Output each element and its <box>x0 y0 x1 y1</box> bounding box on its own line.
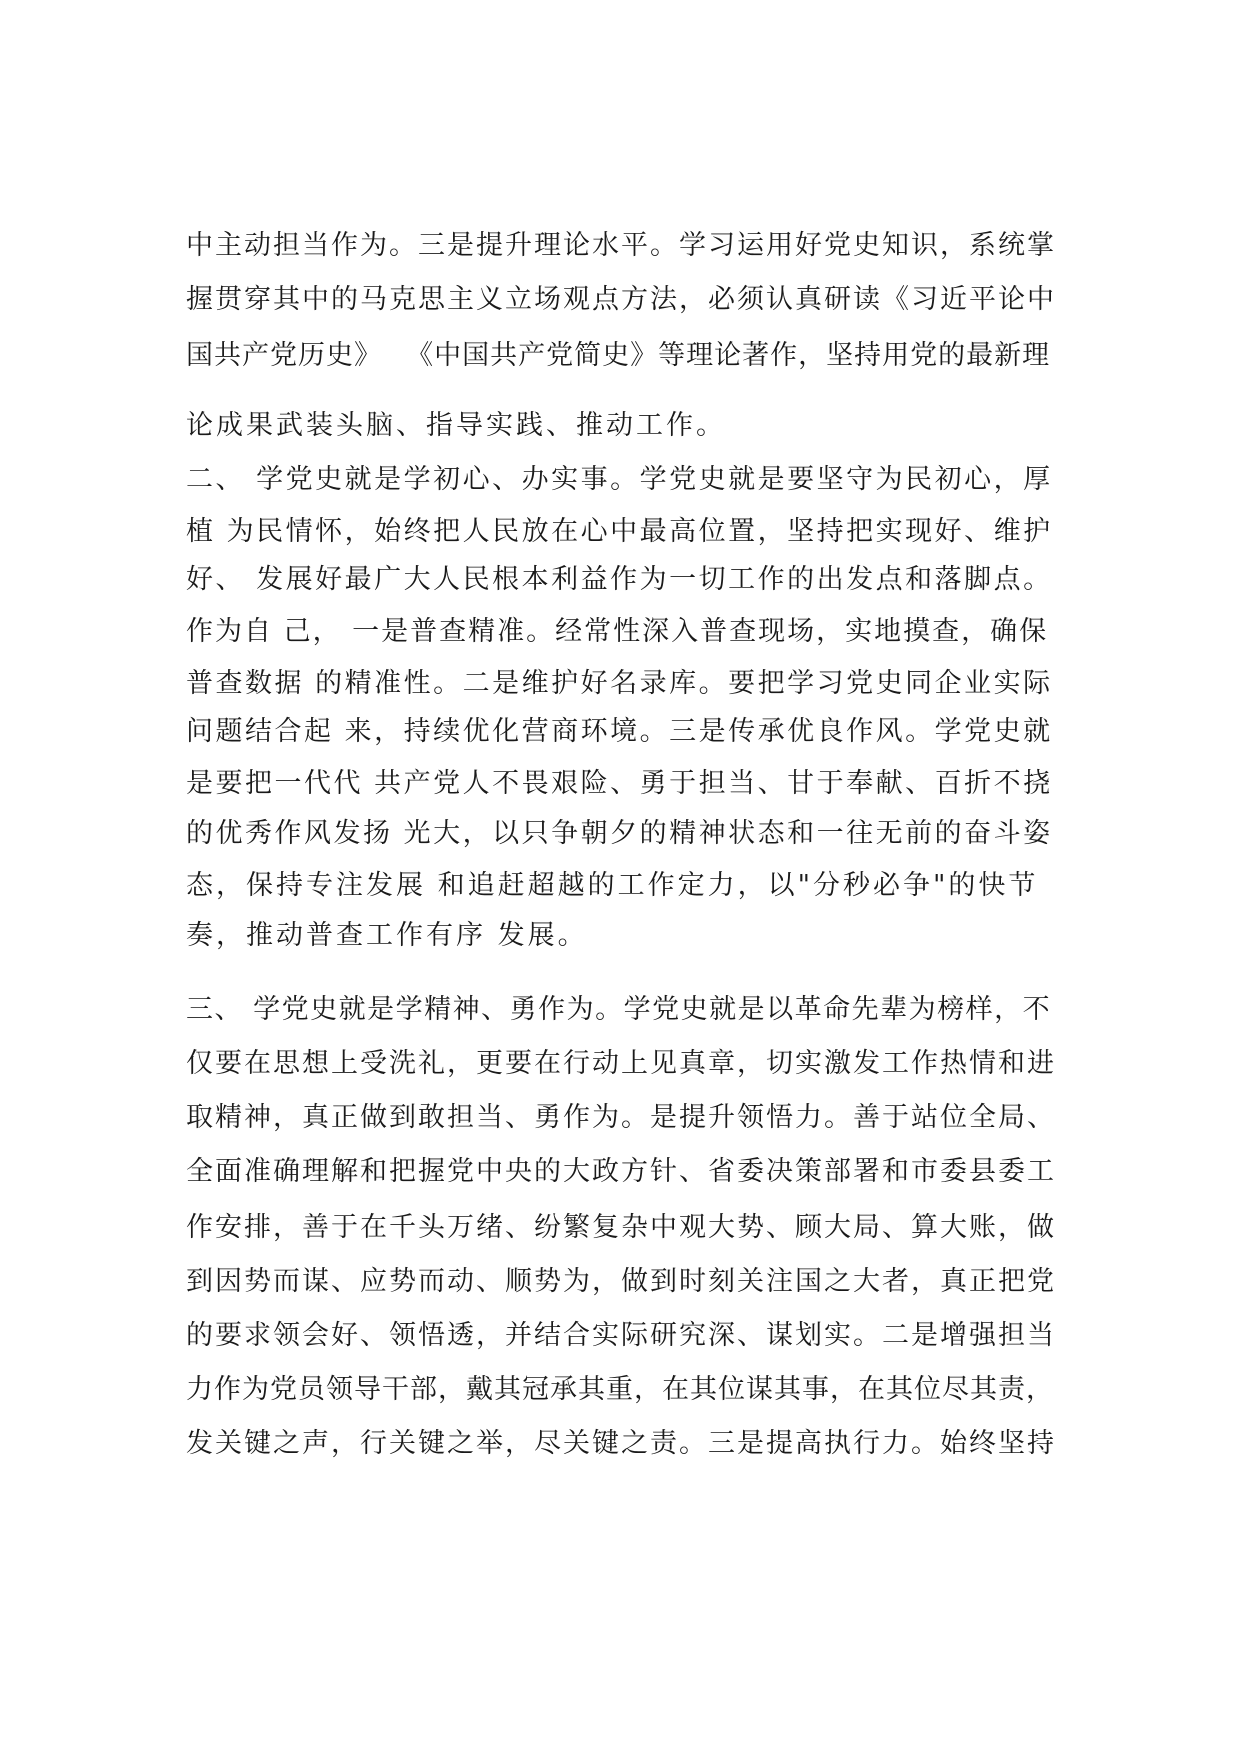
text-line-19: 作安排，善于在千头万绪、纷繁复杂中观大势、顾大局、算大账，做 <box>186 1212 1056 1243</box>
text-line-20: 到因势而谋、应势而动、顺势为，做到时刻关注国之大者，真正把党 <box>186 1266 1056 1297</box>
text-line-1: 中主动担当作为。三是提升理论水平。学习运用好党史知识，系统掌 <box>186 230 1056 261</box>
text-line-4: 论成果武装头脑、指导实践、推动工作。 <box>186 410 726 441</box>
text-line-11: 是要把一代代 共产党人不畏艰险、勇于担当、甘于奉献、百折不挠 <box>186 768 1053 799</box>
text-line-9: 普查数据 的精准性。二是维护好名录库。要把学习党史同企业实际 <box>186 668 1053 699</box>
text-line-18: 全面准确理解和把握党中央的大政方针、省委决策部署和市委县委工 <box>186 1156 1056 1187</box>
text-line-8: 作为自 己， 一是普查精准。经常性深入普查现场，实地摸查，确保 <box>186 616 1049 647</box>
text-line-10: 问题结合起 来，持续优化营商环境。三是传承优良作风。学党史就 <box>186 716 1053 747</box>
text-line-14: 奏，推动普查工作有序 发展。 <box>186 920 588 951</box>
text-line-17: 取精神，真正做到敢担当、勇作为。是提升领悟力。善于站位全局、 <box>186 1102 1056 1133</box>
text-line-5: 二、 学党史就是学初心、办实事。学党史就是要坚守为民初心，厚 <box>186 464 1053 495</box>
text-line-23: 发关键之声，行关键之举，尽关键之责。三是提高执行力。始终坚持 <box>186 1428 1056 1459</box>
text-line-12: 的优秀作风发扬 光大，以只争朝夕的精神状态和一往无前的奋斗姿 <box>186 818 1053 849</box>
text-line-7: 好、 发展好最广大人民根本利益作为一切工作的出发点和落脚点。 <box>186 564 1053 595</box>
text-line-21: 的要求领会好、领悟透，并结合实际研究深、谋划实。二是增强担当 <box>186 1320 1056 1351</box>
text-line-13: 态，保持专注发展 和追赶超越的工作定力，以"分秒必争"的快节 <box>186 870 1039 901</box>
text-line-2: 握贯穿其中的马克思主义立场观点方法，必须认真研读《习近平论中 <box>186 284 1056 315</box>
text-line-6: 植 为民情怀，始终把人民放在心中最高位置，坚持把实现好、维护 <box>186 516 1053 547</box>
text-line-22: 力作为党员领导干部，戴其冠承其重，在其位谋其事，在其位尽其责， <box>186 1374 1054 1405</box>
text-line-15: 三、 学党史就是学精神、勇作为。学党史就是以革命先辈为榜样，不 <box>186 994 1052 1025</box>
text-line-16: 仅要在思想上受洗礼，更要在行动上见真章，切实激发工作热情和进 <box>186 1048 1056 1079</box>
text-line-3: 国共产党历史》 《中国共产党简史》等理论著作，坚持用党的最新理 <box>186 340 1051 371</box>
